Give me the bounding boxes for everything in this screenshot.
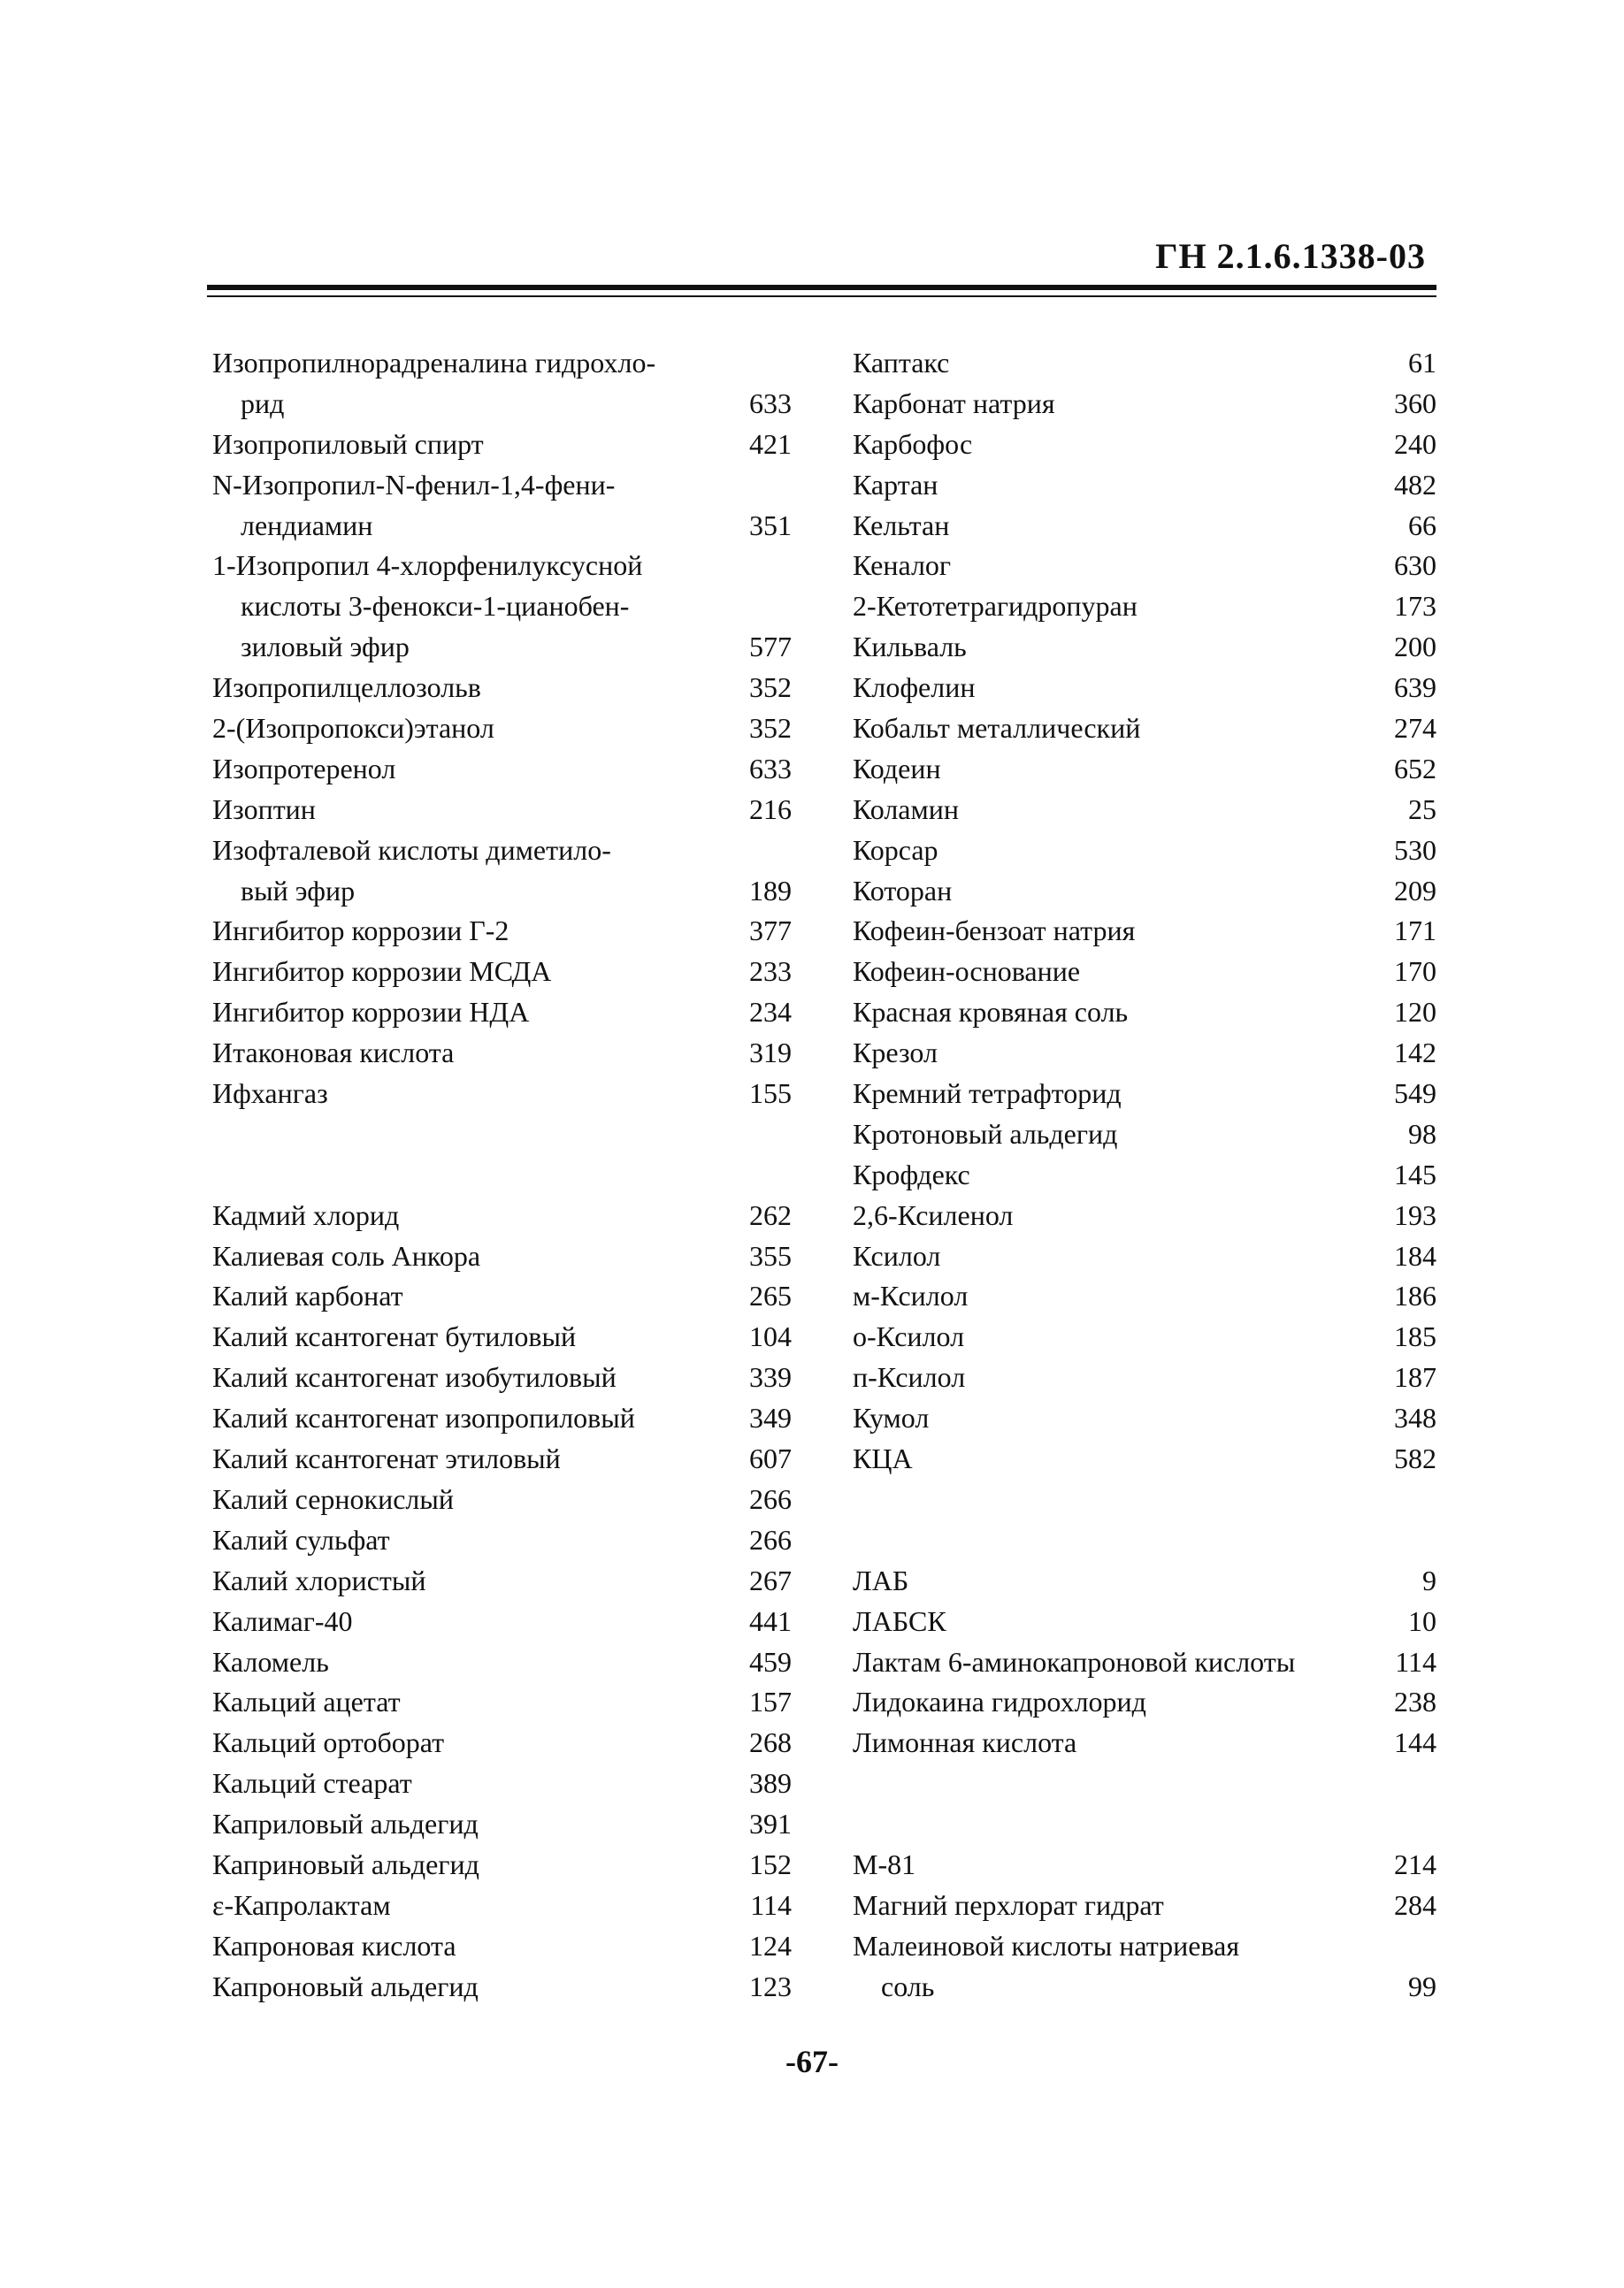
entry-name: Калий хлористый (212, 1564, 426, 1596)
entry-name: Калий ксантогенат изопропиловый (212, 1402, 635, 1435)
index-entry (212, 1845, 792, 1886)
entry-name: Кодеин (853, 752, 941, 784)
entry-page: 582 (1394, 1442, 1436, 1475)
entry-name: Коламин (853, 792, 959, 825)
entry-page: 104 (749, 1320, 792, 1353)
index-entry (853, 1682, 1436, 1723)
entry-page: 355 (749, 1239, 792, 1272)
entry-name: Лидокаина гидрохлорид (853, 1686, 1146, 1718)
index-entry (853, 1236, 1436, 1277)
entry-name: Изопропилцеллозольв (212, 671, 481, 704)
entry-page: 186 (1394, 1280, 1436, 1312)
index-entry (212, 1236, 792, 1277)
index-entry (212, 1723, 792, 1764)
entry-name: Ксилол (853, 1239, 941, 1272)
entry-page: 441 (749, 1604, 792, 1637)
index-entry (212, 952, 792, 992)
entry-name: Кельтан (853, 509, 950, 541)
entry-page: 284 (1394, 1888, 1436, 1921)
entry-name: м-Ксилол (853, 1280, 969, 1312)
entry-name: Калиевая соль Анкора (212, 1239, 481, 1272)
entry-name: Кальций стеарат (212, 1767, 412, 1800)
entry-page: 170 (1394, 955, 1436, 988)
index-entry (853, 871, 1436, 912)
entry-name: Капроновый альдегид (212, 1970, 479, 2002)
index-entry (853, 1764, 1436, 1804)
entry-page: 267 (749, 1564, 792, 1596)
entry-page: 120 (1394, 996, 1436, 1029)
index-entry (853, 1358, 1436, 1398)
entry-page: 633 (749, 386, 792, 419)
index-entry (853, 1196, 1436, 1236)
index-entry (853, 830, 1436, 871)
entry-page: 155 (749, 1077, 792, 1110)
entry-page: 200 (1394, 631, 1436, 663)
entry-page: 173 (1394, 590, 1436, 623)
entry-name: Изофталевой кислоты диметило- (212, 833, 611, 866)
entry-name: Малеиновой кислоты натриевая (853, 1929, 1240, 1962)
index-entry (212, 1561, 792, 1602)
entry-page: 421 (749, 427, 792, 460)
entry-name: Калий ксантогенат этиловый (212, 1442, 561, 1475)
index-entry (853, 1967, 1436, 2008)
entry-page: 389 (749, 1767, 792, 1800)
entry-page: 351 (749, 509, 792, 541)
entry-name: Кротоновый альдегид (853, 1117, 1118, 1150)
entry-name: М-81 (853, 1848, 916, 1880)
index-entry (212, 1682, 792, 1723)
entry-name: Кофеин-основание (853, 955, 1081, 988)
entry-name: Кальций ортоборат (212, 1726, 445, 1759)
entry-page: 145 (1394, 1158, 1436, 1190)
index-entry (212, 1317, 792, 1358)
index-entry (853, 1642, 1436, 1683)
page-number: -67- (785, 2044, 839, 2079)
entry-page: 238 (1394, 1686, 1436, 1718)
index-entry (212, 1114, 792, 1155)
entry-page: 25 (1408, 792, 1436, 825)
entry-page: 234 (749, 996, 792, 1029)
entry-page: 66 (1408, 509, 1436, 541)
entry-page: 349 (749, 1402, 792, 1435)
index-entry (853, 911, 1436, 952)
entry-page: 459 (749, 1645, 792, 1678)
entry-name: зиловый эфир (241, 631, 410, 663)
entry-page: 189 (749, 874, 792, 907)
index-entry (853, 465, 1436, 506)
index-entry (212, 425, 792, 465)
entry-page: 607 (749, 1442, 792, 1475)
entry-name: Кильваль (853, 631, 967, 663)
entry-page: 377 (749, 914, 792, 947)
entry-page: 9 (1422, 1564, 1436, 1596)
index-entry (853, 384, 1436, 425)
header-rule-thin (207, 295, 1436, 297)
entry-name: Калий сульфат (212, 1523, 390, 1556)
entry-page: 391 (749, 1808, 792, 1840)
entry-name: Кеналог (853, 549, 952, 582)
entry-name: Карбонат натрия (853, 386, 1055, 419)
entry-name: лендиамин (241, 509, 373, 541)
entry-page: 266 (749, 1523, 792, 1556)
entry-page: 171 (1394, 914, 1436, 947)
entry-page: 360 (1394, 386, 1436, 419)
index-entry (212, 1886, 792, 1926)
entry-name: Ингибитор коррозии Г-2 (212, 914, 509, 947)
index-entry (212, 1926, 792, 1967)
entry-page: 10 (1408, 1604, 1436, 1637)
index-entry (853, 506, 1436, 547)
document-code: ГН 2.1.6.1338-03 (1155, 236, 1426, 276)
entry-page: 209 (1394, 874, 1436, 907)
index-entry (853, 1804, 1436, 1845)
index-entry (853, 1561, 1436, 1602)
entry-name: Ифхангаз (212, 1077, 328, 1110)
entry-name: ε-Капролактам (212, 1888, 391, 1921)
index-entry (212, 1967, 792, 2008)
entry-page: 214 (1394, 1848, 1436, 1880)
index-entry (212, 1196, 792, 1236)
entry-name: Красная кровяная соль (853, 996, 1129, 1029)
index-entry (853, 1845, 1436, 1886)
entry-name: вый эфир (241, 874, 356, 907)
entry-name: Калий ксантогенат изобутиловый (212, 1361, 617, 1394)
entry-name: Кальций ацетат (212, 1686, 401, 1718)
entry-page: 240 (1394, 427, 1436, 460)
entry-name: 2-Кетотетрагидропуран (853, 590, 1138, 623)
entry-name: Кобальт металлический (853, 712, 1141, 745)
index-entry (853, 992, 1436, 1033)
entry-name: N-Изопропил-N-фенил-1,4-фени- (212, 468, 616, 501)
index-entry (212, 586, 792, 627)
index-entry (212, 627, 792, 668)
index-entry (212, 384, 792, 425)
index-entry (212, 708, 792, 749)
entry-page: 61 (1408, 347, 1436, 379)
index-entry (853, 668, 1436, 708)
index-entry (853, 1520, 1436, 1561)
entry-name: ЛАБ (853, 1564, 909, 1596)
entry-name: Калий ксантогенат бутиловый (212, 1320, 577, 1353)
index-entry (212, 1074, 792, 1114)
entry-page: 124 (749, 1929, 792, 1962)
entry-name: Крофдекс (853, 1158, 970, 1190)
index-entry (212, 871, 792, 912)
entry-page: 265 (749, 1280, 792, 1312)
index-entry (212, 1439, 792, 1480)
entry-page: 268 (749, 1726, 792, 1759)
entry-page: 157 (749, 1686, 792, 1718)
entry-page: 98 (1408, 1117, 1436, 1150)
index-entry (212, 1520, 792, 1561)
entry-name: Кофеин-бензоат натрия (853, 914, 1136, 947)
entry-name: Кадмий хлорид (212, 1198, 400, 1231)
entry-name: КЦА (853, 1442, 913, 1475)
entry-name: Капроновая кислота (212, 1929, 456, 1962)
index-entry (853, 343, 1436, 384)
index-entry (212, 668, 792, 708)
index-entry (212, 465, 792, 506)
entry-name: 2,6-Ксиленол (853, 1198, 1014, 1231)
entry-name: Каптакс (853, 347, 950, 379)
entry-page: 348 (1394, 1402, 1436, 1435)
entry-name: Итаконовая кислота (212, 1037, 455, 1069)
entry-name: Кремний тетрафторид (853, 1077, 1122, 1110)
entry-page: 530 (1394, 833, 1436, 866)
index-entry (853, 1317, 1436, 1358)
index-entry (853, 586, 1436, 627)
index-entry (212, 1155, 792, 1196)
entry-page: 152 (749, 1848, 792, 1880)
entry-name: о-Ксилол (853, 1320, 965, 1353)
index-entry (212, 1642, 792, 1683)
index-entry (853, 1155, 1436, 1196)
entry-name: ЛАБСК (853, 1604, 946, 1637)
entry-page: 352 (749, 712, 792, 745)
entry-name: Изопропилнорадреналина гидрохло- (212, 347, 656, 379)
entry-page: 274 (1394, 712, 1436, 745)
entry-page: 123 (749, 1970, 792, 2002)
index-entry (853, 952, 1436, 992)
index-entry (853, 1074, 1436, 1114)
entry-name: Ингибитор коррозии НДА (212, 996, 530, 1029)
index-entry (853, 708, 1436, 749)
index-entry (853, 1886, 1436, 1926)
entry-name: рид (241, 386, 285, 419)
index-entry (212, 1358, 792, 1398)
index-entry (853, 1398, 1436, 1439)
entry-name: Калимаг-40 (212, 1604, 353, 1637)
index-entry (853, 546, 1436, 586)
index-entry (212, 343, 792, 384)
entry-page: 185 (1394, 1320, 1436, 1353)
entry-name: соль (881, 1970, 935, 2002)
index-entry (853, 1480, 1436, 1520)
index-entry (212, 1033, 792, 1074)
index-entry (212, 911, 792, 952)
index-entry (212, 1480, 792, 1520)
entry-page: 633 (749, 752, 792, 784)
index-entry (853, 1602, 1436, 1642)
index-entry (853, 1114, 1436, 1155)
entry-page: 630 (1394, 549, 1436, 582)
entry-name: 1-Изопропил 4-хлорфенилуксусной (212, 549, 643, 582)
entry-page: 266 (749, 1482, 792, 1515)
entry-page: 193 (1394, 1198, 1436, 1231)
entry-page: 652 (1394, 752, 1436, 784)
entry-name: Калий карбонат (212, 1280, 403, 1312)
index-entry (212, 992, 792, 1033)
entry-name: Калий сернокислый (212, 1482, 455, 1515)
entry-page: 233 (749, 955, 792, 988)
entry-page: 319 (749, 1037, 792, 1069)
index-entry (853, 749, 1436, 790)
index-entry (212, 749, 792, 790)
index-entry (212, 1764, 792, 1804)
entry-page: 142 (1394, 1037, 1436, 1069)
entry-page: 187 (1394, 1361, 1436, 1394)
entry-name: Лактам 6-аминокапроновой кислоты (853, 1645, 1296, 1678)
entry-name: кислоты 3-фенокси-1-цианобен- (241, 590, 630, 623)
index-entry (853, 627, 1436, 668)
index-entry (212, 1398, 792, 1439)
index-entry (212, 1276, 792, 1317)
entry-name: Каломель (212, 1645, 329, 1678)
entry-page: 99 (1408, 1970, 1436, 2002)
entry-name: Изопропиловый спирт (212, 427, 484, 460)
index-entry (212, 830, 792, 871)
entry-page: 577 (749, 631, 792, 663)
entry-name: Изопротеренол (212, 752, 396, 784)
entry-page: 184 (1394, 1239, 1436, 1272)
entry-name: 2-(Изопропокси)этанол (212, 712, 494, 745)
header-rule-thick (207, 285, 1436, 290)
entry-page: 114 (750, 1888, 792, 1921)
entry-name: Лимонная кислота (853, 1726, 1077, 1759)
index-entry (853, 1926, 1436, 1967)
entry-page: 549 (1394, 1077, 1436, 1110)
entry-page: 144 (1394, 1726, 1436, 1759)
index-entry (212, 790, 792, 830)
entry-name: Изоптин (212, 792, 316, 825)
entry-name: п-Ксилол (853, 1361, 966, 1394)
entry-name: Крезол (853, 1037, 938, 1069)
entry-page: 216 (749, 792, 792, 825)
index-entry (853, 1276, 1436, 1317)
entry-name: Кумол (853, 1402, 930, 1435)
entry-name: Каприловый альдегид (212, 1808, 479, 1840)
index-entry (853, 1439, 1436, 1480)
entry-page: 482 (1394, 468, 1436, 501)
index-entry (212, 546, 792, 586)
index-entry (212, 1602, 792, 1642)
entry-page: 352 (749, 671, 792, 704)
entry-name: Корсар (853, 833, 938, 866)
index-entry (853, 1033, 1436, 1074)
index-entry (853, 1723, 1436, 1764)
entry-name: Каприновый альдегид (212, 1848, 479, 1880)
index-column-left (212, 343, 792, 2008)
index-entry (853, 790, 1436, 830)
entry-page: 262 (749, 1198, 792, 1231)
entry-name: Магний перхлорат гидрат (853, 1888, 1164, 1921)
entry-name: Ингибитор коррозии МСДА (212, 955, 552, 988)
index-column-right (853, 343, 1436, 2008)
entry-name: Клофелин (853, 671, 976, 704)
entry-page: 639 (1394, 671, 1436, 704)
entry-name: Карбофос (853, 427, 973, 460)
index-entry (212, 506, 792, 547)
entry-page: 339 (749, 1361, 792, 1394)
entry-page: 114 (1395, 1645, 1436, 1678)
entry-name: Которан (853, 874, 953, 907)
index-entry (212, 1804, 792, 1845)
entry-name: Картан (853, 468, 938, 501)
index-entry (853, 425, 1436, 465)
